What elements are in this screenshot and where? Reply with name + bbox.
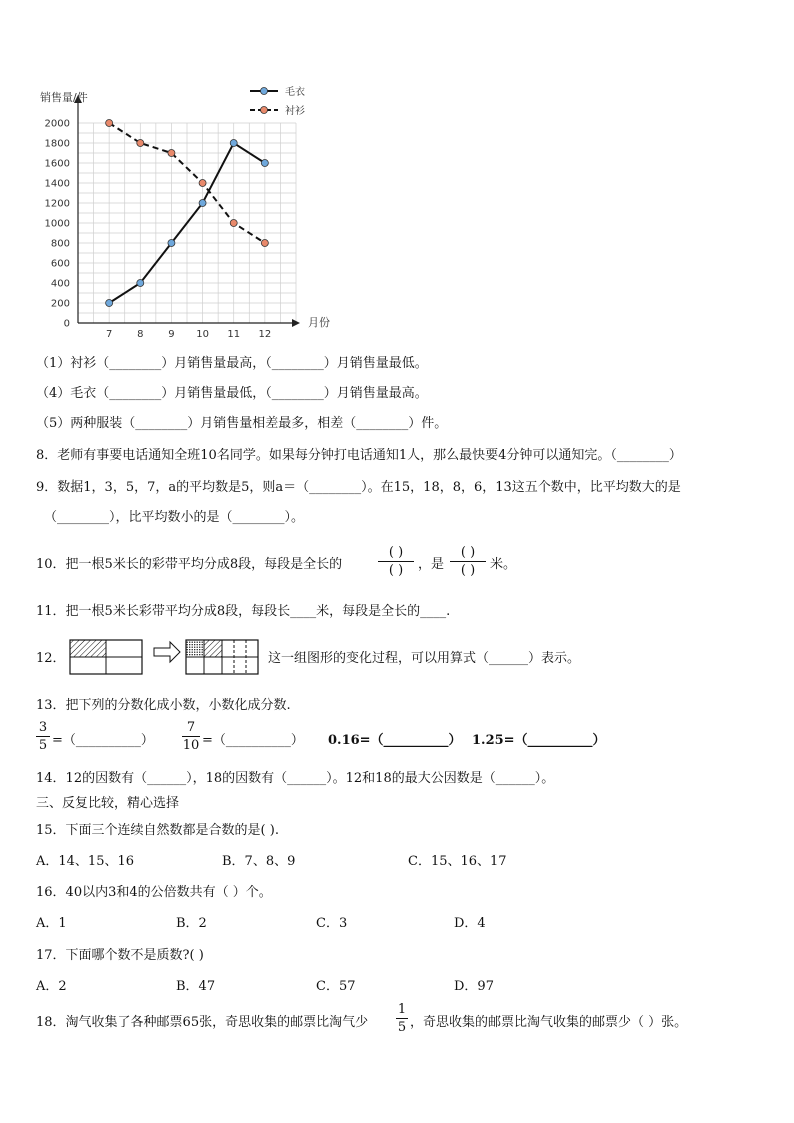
- data-point-sweater: [199, 200, 206, 207]
- data-point-sweater: [106, 300, 113, 307]
- question-9-line-1: 9．数据1，3，5，7，a的平均数是5，则a＝（________）。在15，18，8，6，13这五个数中，比平均数大的是: [36, 480, 681, 495]
- question-11: 11．把一根5米长彩带平均分成8段，每段长____米，每段是全长的____.: [36, 604, 451, 619]
- x-tick-label: 12: [258, 329, 272, 340]
- x-axis-label: 月份: [308, 316, 330, 329]
- data-point-sweater: [230, 140, 237, 147]
- figure-2-hatched-part: [204, 640, 222, 657]
- data-point-shirt: [106, 120, 113, 127]
- question-17-option-c: C．57: [316, 979, 356, 994]
- sales-line-chart: [0, 0, 794, 345]
- data-point-shirt: [168, 150, 175, 157]
- data-point-shirt: [137, 140, 144, 147]
- data-point-sweater: [168, 240, 175, 247]
- question-15: 15．下面三个连续自然数都是合数的是( ).: [36, 823, 279, 838]
- x-tick-label: 8: [137, 329, 144, 340]
- question-16-option-d: D．4: [454, 916, 486, 931]
- y-tick-label: 800: [50, 238, 70, 250]
- x-tick-label: 11: [227, 329, 241, 340]
- y-tick-label: 1600: [44, 158, 70, 170]
- data-point-shirt: [230, 220, 237, 227]
- question-8: 8．老师有事要电话通知全班10名同学。如果每分钟打电话通知1人，那么最快要4分钟可以通知完。（________）: [36, 448, 682, 463]
- legend-label-shirt: 衬衫: [285, 106, 305, 117]
- question-18-text-b: ，奇思收集的邮票比淘气收集的邮票少（ ）张。: [410, 1015, 688, 1030]
- question-13-answer-1: =（__________）: [52, 733, 154, 748]
- question-4: （4）毛衣（________）月销售量最低，（________）月销售量最高。: [36, 386, 428, 401]
- question-13-answer-2: =（__________）: [202, 733, 304, 748]
- y-tick-label: 1400: [44, 178, 70, 190]
- y-tick-label: 0: [63, 318, 70, 330]
- question-16-option-b: B．2: [176, 916, 207, 931]
- legend-marker-shirt: [261, 107, 268, 114]
- question-17-option-d: D．97: [454, 979, 494, 994]
- question-13-decimal-2: 1.25=（__________）: [472, 733, 606, 748]
- y-tick-label: 1800: [44, 138, 70, 150]
- question-13: 13．把下列的分数化成小数，小数化成分数.: [36, 698, 291, 713]
- data-point-sweater: [261, 160, 268, 167]
- figure-1-shaded-quarter: [70, 640, 106, 657]
- question-10-fraction-2: ( ) ( ): [450, 545, 486, 578]
- transform-arrow-icon: [154, 642, 180, 662]
- question-15-option-c: C．15、16、17: [408, 854, 507, 869]
- question-5: （5）两种服装（________）月销售量相差最多，相差（________）件。: [36, 416, 448, 431]
- question-16: 16．40以内3和4的公倍数共有（ ）个。: [36, 885, 272, 900]
- y-tick-label: 1200: [44, 198, 70, 210]
- question-9-line-2: （________），比平均数小的是（________）。: [44, 510, 305, 525]
- question-18-fraction: 1 5: [397, 1002, 407, 1035]
- data-point-sweater: [137, 280, 144, 287]
- question-12-text: 这一组图形的变化过程，可以用算式（______）表示。: [268, 651, 581, 666]
- question-17-option-b: B．47: [176, 979, 216, 994]
- y-tick-label: 600: [50, 258, 70, 270]
- question-16-option-a: A．1: [36, 916, 67, 931]
- question-14: 14．12的因数有（______），18的因数有（______）。12和18的最大公因数是（______）。: [36, 771, 555, 786]
- question-13-decimal-1: 0.16=（__________）: [328, 733, 462, 748]
- legend-label-sweater: 毛衣: [285, 87, 305, 98]
- question-13-fraction-1: 3 5: [36, 720, 50, 753]
- y-tick-label: 200: [50, 298, 70, 310]
- question-10-text-a: 10．把一根5米长的彩带平均分成8段，每段是全长的: [36, 557, 343, 572]
- y-tick-label: 400: [50, 278, 70, 290]
- y-tick-label: 1000: [44, 218, 70, 230]
- legend-marker-sweater: [261, 88, 268, 95]
- y-tick-label: 2000: [44, 118, 70, 130]
- question-13-fraction-2: 7 10: [182, 720, 200, 753]
- section-3-heading: 三、反复比较，精心选择: [36, 796, 180, 811]
- question-17: 17．下面哪个数不是质数?( ): [36, 948, 204, 963]
- question-17-option-a: A．2: [36, 979, 67, 994]
- question-10-fraction-1: ( ) ( ): [378, 545, 414, 578]
- data-point-shirt: [261, 240, 268, 247]
- question-16-option-c: C．3: [316, 916, 348, 931]
- question-10-text-b: ，是: [418, 557, 445, 572]
- x-tick-label: 9: [168, 329, 175, 340]
- question-15-option-b: B．7、8、9: [222, 854, 296, 869]
- x-tick-label: 7: [105, 329, 113, 340]
- question-1: （1）衬衫（________）月销售量最高，（________）月销售量最低。: [36, 356, 428, 371]
- figure-2-shaded-part: [186, 640, 204, 657]
- question-10-text-c: 米。: [490, 557, 517, 572]
- question-12-figures: [66, 636, 266, 682]
- chart-legend: [250, 85, 305, 117]
- question-18-text-a: 18．淘气收集了各种邮票65张，奇思收集的邮票比淘气少: [36, 1015, 369, 1030]
- y-axis-label: 销售量/件: [40, 91, 88, 104]
- question-12-number: 12．: [36, 651, 66, 666]
- y-tick-labels: [45, 119, 70, 330]
- x-tick-label: 10: [196, 329, 209, 340]
- x-tick-labels: [106, 329, 271, 340]
- question-15-option-a: A．14、15、16: [36, 854, 135, 869]
- data-point-shirt: [199, 180, 206, 187]
